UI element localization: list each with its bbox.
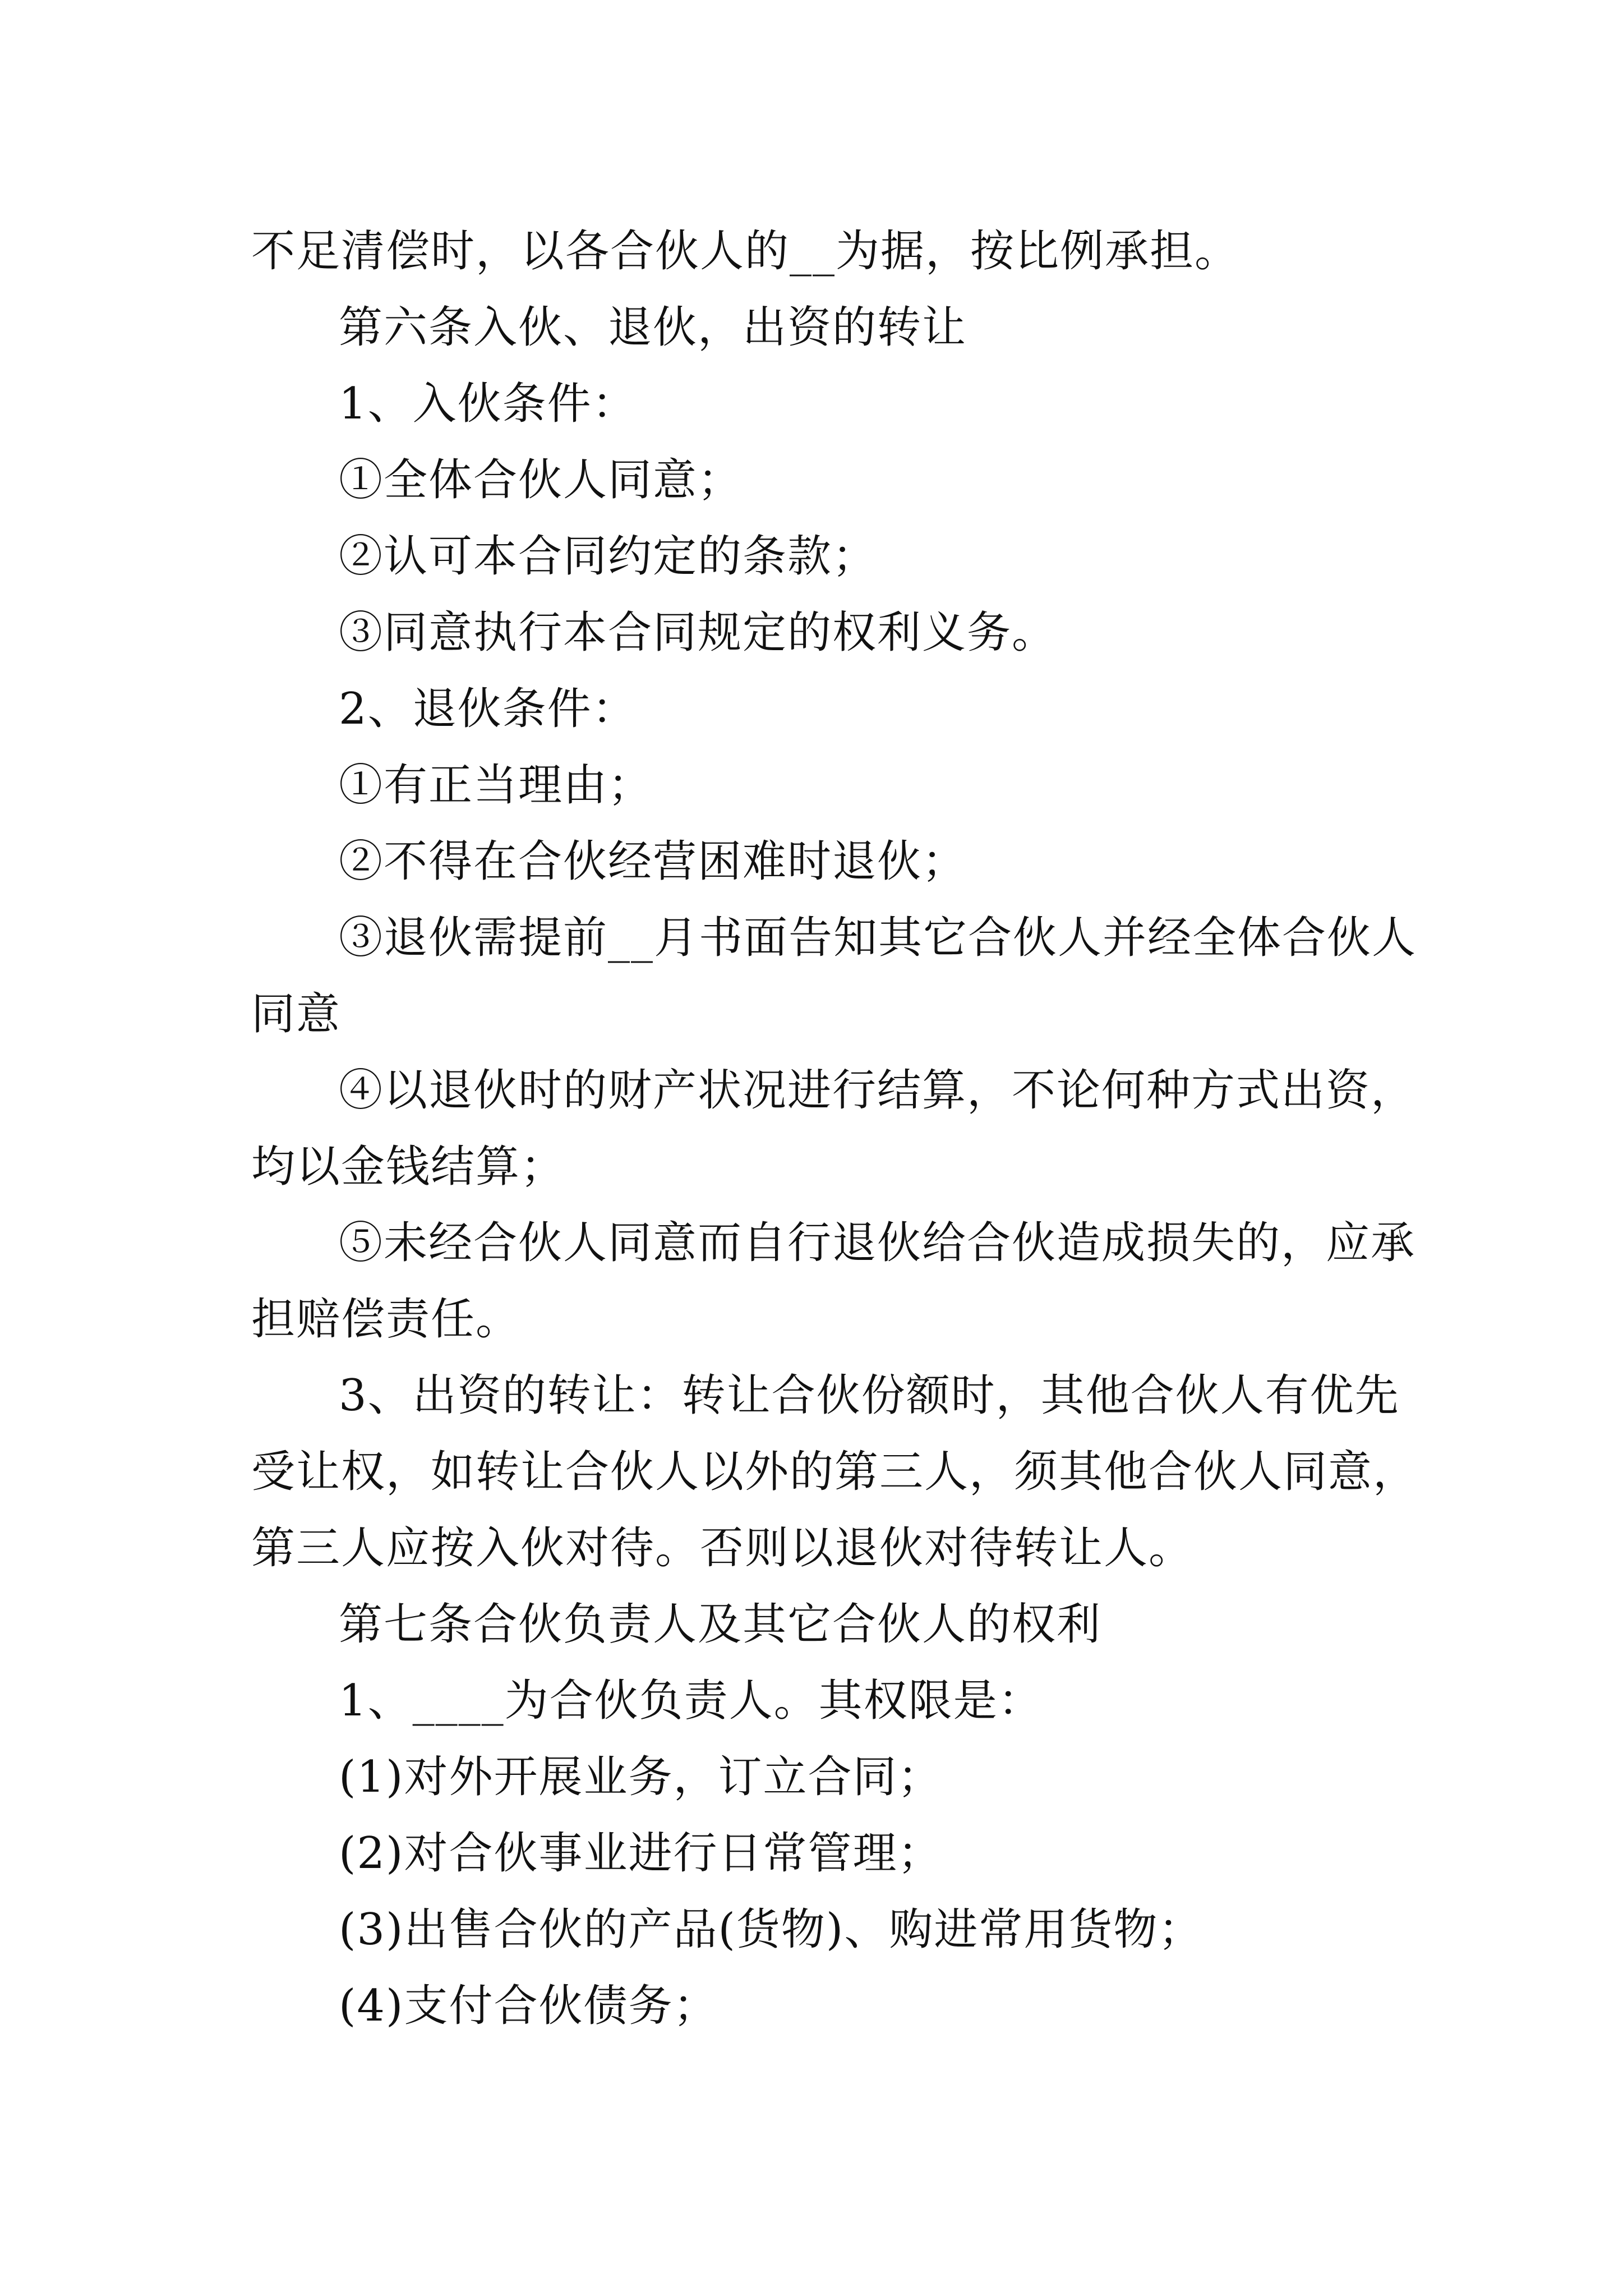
authority-item: (4)支付合伙债务； (339, 1981, 718, 2031)
authority-item: (3)出售合伙的产品(货物)、购进常用货物； (339, 1904, 1204, 1955)
authority-item: (1)对外开展业务，订立合同； (339, 1752, 943, 1802)
paragraph-continuation: 不足清偿时，以各合伙人的__为据，按比例承担。 (251, 226, 1240, 277)
article-seven-heading: 第七条合伙负责人及其它合伙人的权利 (339, 1599, 1102, 1650)
join-condition-item: ③同意执行本合同规定的权利义务。 (339, 608, 1057, 658)
withdraw-condition-item: ④以退伙时的财产状况进行结算，不论何种方式出资，均以金钱结算； (251, 1065, 1416, 1192)
capital-transfer-paragraph: 3、出资的转让：转让合伙份额时，其他合伙人有优先受让权，如转让合伙人以外的第三人，须其他合伙人同意，第三人应按入伙对待。否则以退伙对待转让人。 (251, 1370, 1418, 1573)
join-condition-item: ①全体合伙人同意； (339, 455, 743, 505)
withdraw-condition-item: ①有正当理由； (339, 760, 653, 811)
withdraw-condition-item: ③退伙需提前__月书面告知其它合伙人并经全体合伙人同意 (251, 913, 1417, 1039)
join-conditions-heading: 1、入伙条件： (339, 379, 637, 429)
article-six-heading: 第六条入伙、退伙，出资的转让 (339, 302, 967, 353)
withdraw-conditions-heading: 2、退伙条件： (339, 684, 637, 734)
leader-authority-heading: 1、____为合伙负责人。其权限是： (339, 1676, 1043, 1726)
join-condition-item: ②认可本合同约定的条款； (339, 531, 878, 582)
document-body (251, 213, 1418, 2044)
authority-item: (2)对合伙事业进行日常管理； (339, 1828, 943, 1879)
withdraw-condition-item: ②不得在合伙经营困难时退伙； (339, 836, 967, 887)
withdraw-condition-item: ⑤未经合伙人同意而自行退伙给合伙造成损失的，应承担赔偿责任。 (251, 1218, 1416, 1345)
